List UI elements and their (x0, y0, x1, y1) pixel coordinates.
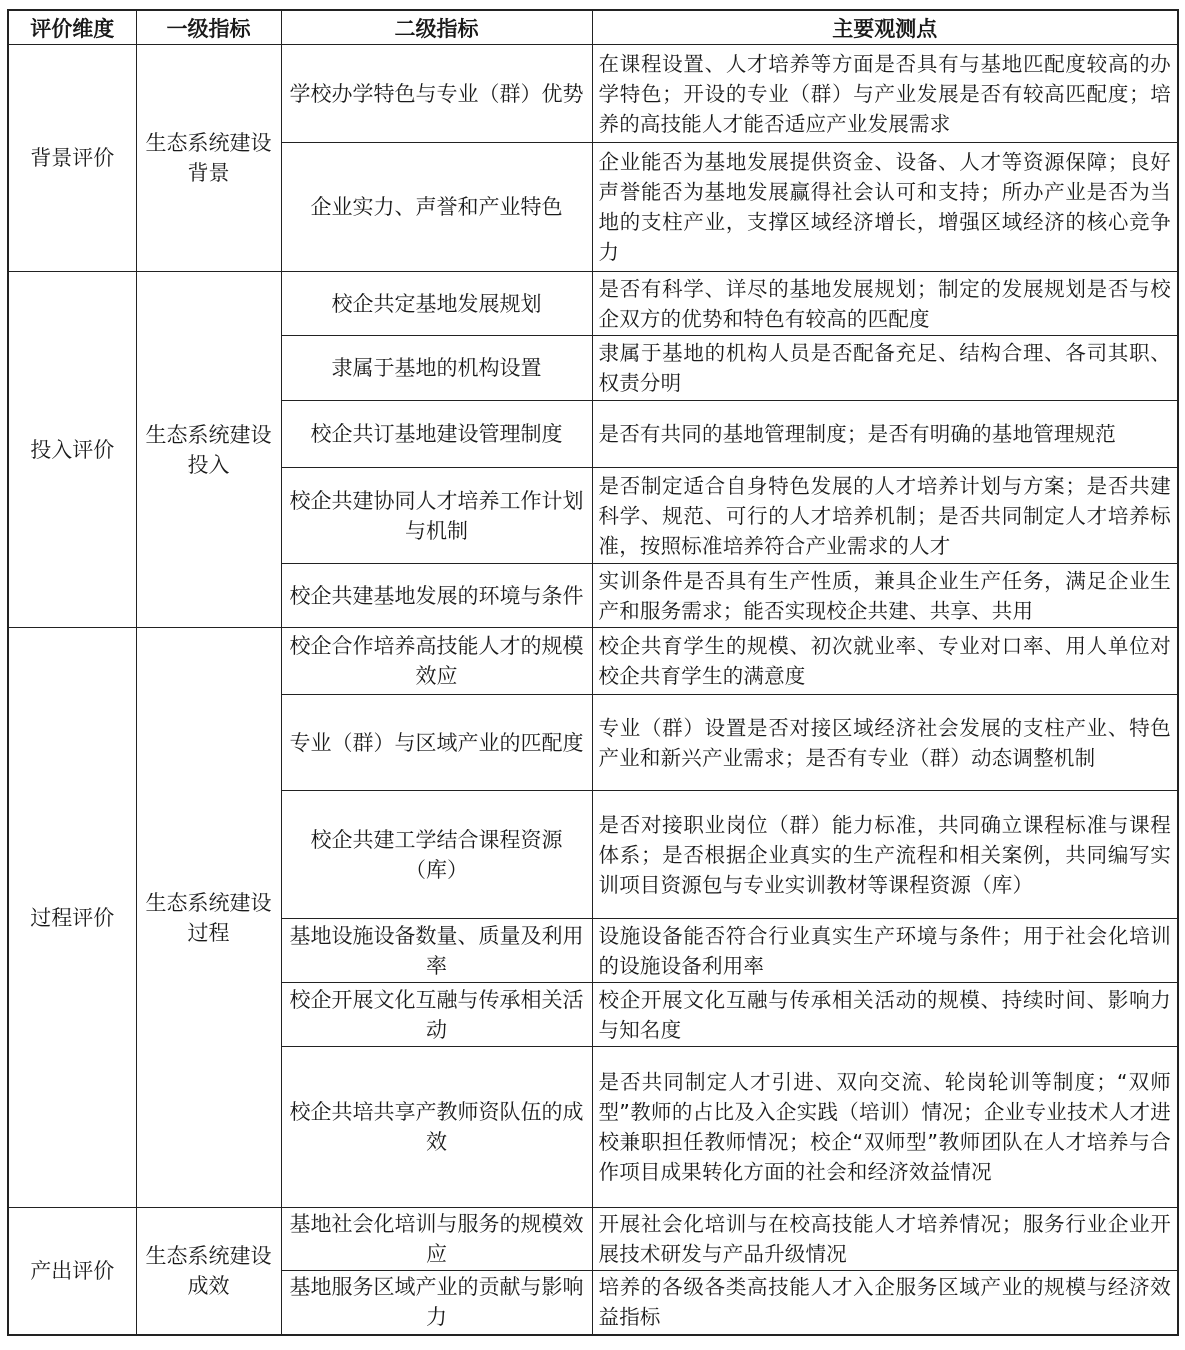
level2-cell: 校企开展文化互融与传承相关活动 (281, 983, 592, 1047)
observation-cell: 隶属于基地的机构人员是否配备充足、结构合理、各司其职、权责分明 (592, 336, 1178, 401)
header-observation: 主要观测点 (592, 10, 1178, 45)
level2-cell: 基地社会化培训与服务的规模效应 (281, 1208, 592, 1271)
level2-cell: 企业实力、声誉和产业特色 (281, 143, 592, 272)
evaluation-table-container (7, 9, 1177, 1336)
evaluation-index-table (7, 9, 1179, 1336)
level2-cell: 校企共订基地建设管理制度 (281, 401, 592, 468)
dimension-cell: 投入评价 (8, 272, 136, 628)
level2-cell: 隶属于基地的机构设置 (281, 336, 592, 401)
observation-cell: 设施设备能否符合行业真实生产环境与条件；用于社会化培训的设施设备利用率 (592, 919, 1178, 983)
observation-cell: 校企共育学生的规模、初次就业率、专业对口率、用人单位对校企共育学生的满意度 (592, 628, 1178, 695)
level1-cell: 生态系统建设投入 (136, 272, 281, 628)
dimension-cell: 背景评价 (8, 45, 136, 272)
header-level1: 一级指标 (136, 10, 281, 45)
observation-cell: 是否有共同的基地管理制度；是否有明确的基地管理规范 (592, 401, 1178, 468)
level2-cell: 校企共培共享产教师资队伍的成效 (281, 1047, 592, 1208)
header-dimension: 评价维度 (8, 10, 136, 45)
table-row (8, 45, 1178, 143)
dimension-cell: 产出评价 (8, 1208, 136, 1335)
level1-cell: 生态系统建设背景 (136, 45, 281, 272)
dimension-cell: 过程评价 (8, 628, 136, 1208)
observation-cell: 培养的各级各类高技能人才入企服务区域产业的规模与经济效益指标 (592, 1271, 1178, 1335)
table-row (8, 628, 1178, 695)
table-row (8, 1208, 1178, 1271)
observation-cell: 实训条件是否具有生产性质，兼具企业生产任务，满足企业生产和服务需求；能否实现校企共建、共享、共用 (592, 564, 1178, 628)
observation-cell: 校企开展文化互融与传承相关活动的规模、持续时间、影响力与知名度 (592, 983, 1178, 1047)
level2-cell: 基地服务区域产业的贡献与影响力 (281, 1271, 592, 1335)
level2-cell: 专业（群）与区域产业的匹配度 (281, 695, 592, 791)
observation-cell: 是否制定适合自身特色发展的人才培养计划与方案；是否共建科学、规范、可行的人才培养机制；是否共同制定人才培养标准，按照标准培养符合产业需求的人才 (592, 468, 1178, 564)
observation-cell: 企业能否为基地发展提供资金、设备、人才等资源保障；良好声誉能否为基地发展赢得社会认可和支持；所办产业是否为当地的支柱产业，支撑区域经济增长，增强区域经济的核心竞争力 (592, 143, 1178, 272)
observation-cell: 是否对接职业岗位（群）能力标准，共同确立课程标准与课程体系；是否根据企业真实的生产流程和相关案例，共同编写实训项目资源包与专业实训教材等课程资源（库） (592, 791, 1178, 919)
header-level2: 二级指标 (281, 10, 592, 45)
observation-cell: 在课程设置、人才培养等方面是否具有与基地匹配度较高的办学特色；开设的专业（群）与产业发展是否有较高匹配度；培养的高技能人才能否适应产业发展需求 (592, 45, 1178, 143)
level2-cell: 校企共建工学结合课程资源（库） (281, 791, 592, 919)
table-row (8, 272, 1178, 336)
level1-cell: 生态系统建设成效 (136, 1208, 281, 1335)
level1-cell: 生态系统建设过程 (136, 628, 281, 1208)
level2-cell: 基地设施设备数量、质量及利用率 (281, 919, 592, 983)
level2-cell: 校企合作培养高技能人才的规模效应 (281, 628, 592, 695)
level2-cell: 校企共建协同人才培养工作计划与机制 (281, 468, 592, 564)
level2-cell: 校企共建基地发展的环境与条件 (281, 564, 592, 628)
observation-cell: 是否有科学、详尽的基地发展规划；制定的发展规划是否与校企双方的优势和特色有较高的匹配度 (592, 272, 1178, 336)
observation-cell: 专业（群）设置是否对接区域经济社会发展的支柱产业、特色产业和新兴产业需求；是否有专业（群）动态调整机制 (592, 695, 1178, 791)
level2-cell: 学校办学特色与专业（群）优势 (281, 45, 592, 143)
observation-cell: 是否共同制定人才引进、双向交流、轮岗轮训等制度；“双师型”教师的占比及入企实践（培训）情况；企业专业技术人才进校兼职担任教师情况；校企“双师型”教师团队在人才培养与合作项目成果转化方面的社会和经济效益情况 (592, 1047, 1178, 1208)
observation-cell: 开展社会化培训与在校高技能人才培养情况；服务行业企业开展技术研发与产品升级情况 (592, 1208, 1178, 1271)
table-header-row (8, 10, 1178, 45)
level2-cell: 校企共定基地发展规划 (281, 272, 592, 336)
